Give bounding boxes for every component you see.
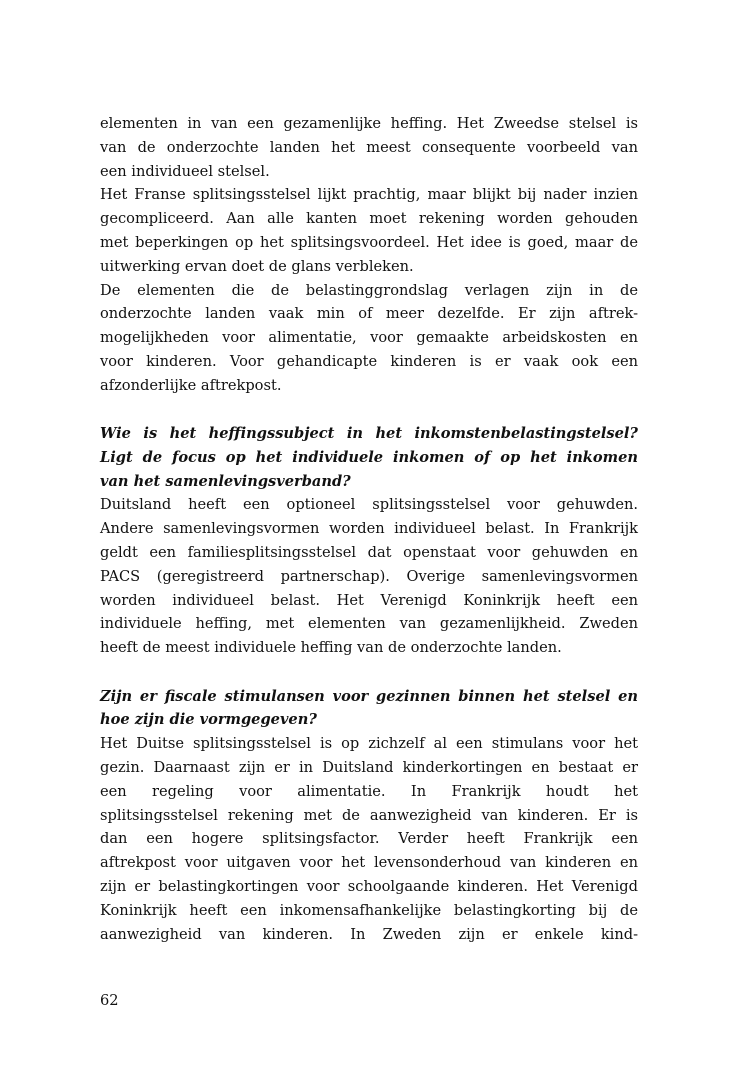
text-line: uitwerking ervan doet de glans verbleken.	[100, 257, 414, 275]
text-line: gecompliceerd. Aan alle kanten moet rekening worden gehouden	[100, 210, 638, 228]
text-line: zijn er belastingkortingen voor schoolgaande kinderen. Het Verenigd	[100, 877, 638, 895]
answer-heffingssubject	[100, 493, 638, 660]
text-line: gezin. Daarnaast zijn er in Duitsland kinderkortingen en bestaat er	[100, 758, 638, 776]
text-line: splitsingsstelsel rekening met de aanwezigheid van kinderen. Er is	[100, 806, 638, 824]
text-line: PACS (geregistreerd partnerschap). Overige samenlevingsvormen	[100, 567, 638, 585]
question-line: Ligt de focus op het individuele inkomen of op het inkomen	[100, 448, 638, 466]
text-line: mogelijkheden voor alimentatie, voor gemaakte arbeidskosten en	[100, 329, 638, 347]
text-line: individuele heffing, met elementen van gezamenlijkheid. Zweden	[100, 615, 638, 633]
text-line: een individueel stelsel.	[100, 162, 270, 180]
text-line: een regeling voor alimentatie. In Frankrijk houdt het	[100, 782, 638, 800]
text-line: heeft de meest individuele heffing van de onderzochte landen.	[100, 639, 562, 657]
question-line: Wie is het heffingssubject in het inkomstenbelastingstelsel?	[100, 425, 638, 443]
text-line: dan een hogere splitsingsfactor. Verder heeft Frankrijk een	[100, 830, 638, 848]
text-line: elementen in van een gezamenlijke heffing. Het Zweedse stelsel is	[100, 115, 638, 132]
text-line: geldt een familiesplitsingsstelsel dat openstaat voor gehuwden en	[100, 544, 638, 562]
question-heffingssubject	[100, 422, 638, 493]
text-line: Andere samenlevingsvormen worden individueel belast. In Frankrijk	[100, 520, 638, 538]
paragraph-gap	[100, 660, 638, 685]
question-line: van het samenlevingsverband?	[100, 472, 351, 490]
answer-fiscale-stimulansen	[100, 732, 638, 946]
text-line: Het Duitse splitsingsstelsel is op zichzelf al een stimulans voor het	[100, 735, 638, 753]
text-line: worden individueel belast. Het Verenigd Koninkrijk heeft een	[100, 591, 638, 609]
text-line: Het Franse splitsingsstelsel lijkt prachtig, maar blijkt bij nader inzien	[100, 186, 638, 204]
page-content	[100, 112, 638, 946]
text-line: aanwezigheid van kinderen. In Zweden zijn er enkele kind-	[100, 925, 638, 943]
paragraph-conclusions	[100, 112, 638, 398]
page-number: 62	[100, 992, 119, 1009]
text-line: onderzochte landen vaak min of meer dezelfde. Er zijn aftrek-	[100, 305, 638, 323]
text-line: Koninkrijk heeft een inkomensafhankelijke belastingkorting bij de	[100, 901, 638, 919]
question-line: hoe zijn die vormgegeven?	[100, 711, 317, 729]
text-line: voor kinderen. Voor gehandicapte kinderen is er vaak ook een	[100, 352, 638, 370]
question-fiscale-stimulansen	[100, 685, 638, 733]
text-line: aftrekpost voor uitgaven voor het levensonderhoud van kinderen en	[100, 854, 638, 872]
paragraph-gap	[100, 398, 638, 423]
text-line: met beperkingen op het splitsingsvoordeel. Het idee is goed, maar de	[100, 233, 638, 251]
text-line: afzonderlijke aftrekpost.	[100, 376, 282, 394]
question-line: Zijn er fiscale stimulansen voor gezinnen binnen het stelsel en	[100, 687, 638, 705]
text-line: van de onderzochte landen het meest consequente voorbeeld van	[100, 138, 638, 156]
text-line: De elementen die de belastinggrondslag verlagen zijn in de	[100, 281, 638, 299]
text-line: Duitsland heeft een optioneel splitsingsstelsel voor gehuwden.	[100, 496, 638, 514]
